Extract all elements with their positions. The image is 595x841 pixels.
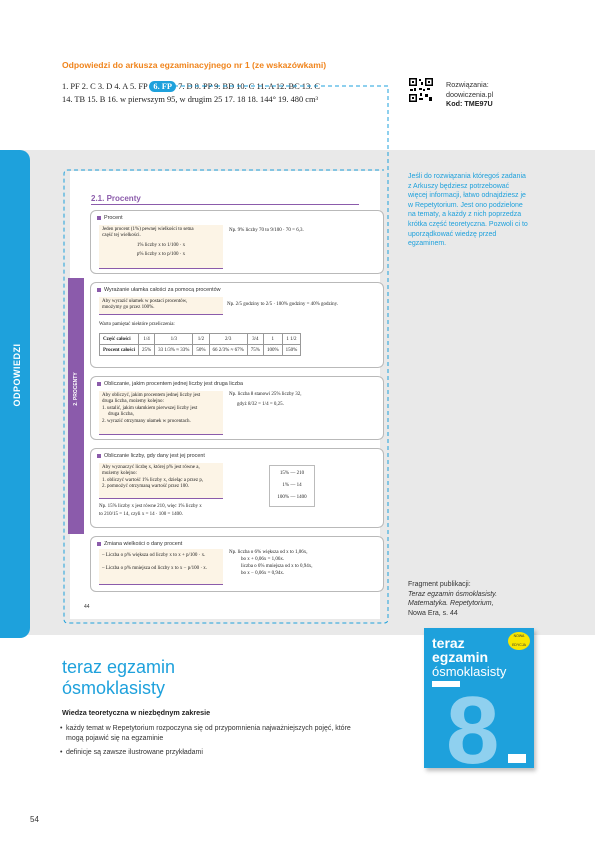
def-line: 1. ustalić, jakim ułamkiem pierwszej liczby jest (102, 405, 198, 411)
table-cell: 1/3 (155, 334, 193, 345)
example-text: Np. liczba 8 stanowi 25% liczby 32, (229, 392, 302, 397)
table-cell: 1/4 (138, 334, 154, 345)
qr-link[interactable]: doowiczenia.pl (446, 89, 494, 99)
definition-box (99, 297, 223, 315)
table-cell: 33 1/3% ≈ 33% (155, 345, 193, 356)
scheme-line: 100% — 1400 (277, 495, 307, 500)
remember-text: Warto pamiętać niektóre przeliczenia: (99, 322, 175, 327)
proportion-scheme (269, 465, 315, 507)
def-line: druga liczba, (108, 412, 134, 418)
table-cell: 50% (193, 345, 209, 356)
publisher-logo (508, 754, 526, 763)
example-text: liczba o 6% mniejsza od x to 0,94x, (241, 564, 313, 569)
card-dany-procent (90, 448, 384, 528)
definition-box (99, 549, 223, 585)
example-text: Np. 9% liczby 70 to 9/100 · 70 = 6,3. (229, 228, 304, 233)
scheme-line: 1% — 14 (282, 483, 302, 488)
example-text: bo x − 0,06x = 0,94x. (241, 571, 285, 576)
answers-line-2: 14. TB 15. B 16. w pierwszym 95, w drugim 25 17. 18 18. 144° 19. 480 cm³ (62, 95, 319, 104)
card-title: Zmiana wielkości o dany procent (97, 541, 182, 547)
promo-bullet: • definicje są zawsze ilustrowane przykładami (66, 748, 356, 758)
def-line: 1. obliczyć wartość 1% liczby x, dzieląc a przez p, (102, 477, 204, 483)
def-line: – Liczba o p% większa od liczby x to x + p/100 · x. (102, 553, 206, 558)
promo-title-2: ósmoklasisty (62, 678, 166, 698)
example-text: to 210/15 = 14, czyli x = 14 · 100 = 1400. (99, 512, 183, 517)
caption-line: Matematyka. Repetytorium, (408, 600, 494, 607)
def-line: Jeden procent (1%) pewnej wielkości to setna (102, 227, 194, 232)
book-subtitle: ósmoklasisty (432, 664, 507, 679)
table-cell: 25% (138, 345, 154, 356)
def-line: druga liczba, możemy kolejno: (102, 399, 164, 405)
definition-box (99, 463, 223, 499)
card-zmiana (90, 536, 384, 592)
example-text: Np. 2/5 godziny to 2/5 · 100% godziny = 40% godziny. (227, 302, 339, 307)
chapter-label: 2. PROCENTY (73, 372, 79, 406)
card-title: Procent (97, 215, 123, 221)
card-title: Obliczanie, jakim procentem jednej liczby jest druga liczba (97, 381, 243, 387)
def-formula: 1% liczby x to 1/100 · x (136, 242, 186, 248)
card-title: Wyrażanie ułamka całości za pomocą procentów (97, 287, 221, 293)
def-formula: p% liczby x to p/100 · x (136, 252, 186, 258)
caption-line: Teraz egzamin ósmoklasisty. (408, 590, 498, 598)
page-title: Odpowiedzi do arkusza egzaminacyjnego nr 1 (ze wskazówkami) (62, 60, 327, 70)
example-text: gdyż 8/32 = 1/4 = 0,25. (237, 402, 284, 407)
table-cell: 1 1/2 (282, 334, 301, 345)
card-procent (90, 210, 384, 274)
definition-box (99, 391, 223, 435)
table-cell: Część całości (100, 334, 139, 345)
table-cell: 2/3 (209, 334, 247, 345)
qr-info (446, 80, 493, 109)
book-cover[interactable] (424, 628, 534, 768)
example-text: bo x + 0,06x = 1,06x. (241, 557, 285, 562)
qr-label: Rozwiązania: (446, 80, 489, 89)
def-line: 2. wyrazić otrzymany ułamek w procentach. (102, 418, 191, 424)
table-cell: 150% (282, 345, 301, 356)
def-line: 2. pomnożyć otrzymaną wartość przez 100. (102, 484, 190, 490)
scheme-line: 15% — 210 (279, 471, 305, 476)
definition-box (99, 225, 223, 269)
edition-badge: NOWA EDYCJA (508, 632, 530, 650)
caption-line: Nowa Era, s. 44 (408, 609, 458, 617)
qr-code-label: Kod: TME97U (446, 99, 493, 108)
book-title-line: teraz (432, 635, 465, 651)
def-line: możemy kolejno: (102, 471, 137, 477)
table-row (100, 345, 301, 356)
answers-part-b: 7. D 8. PP 9. BD 10. C 11. A 12. BC 13. C (178, 82, 320, 91)
answers-part-a: 1. PF 2. C 3. D 4. A 5. FP (62, 82, 148, 91)
table-cell: 75% (247, 345, 263, 356)
promo-subtitle: Wiedza teoretyczna w niezbędnym zakresie (62, 708, 211, 717)
table-cell: 100% (263, 345, 282, 356)
table-cell: 1 (263, 334, 282, 345)
card-obliczanie (90, 376, 384, 440)
example-text: Np. 15% liczby x jest równe 210, więc 1% liczby x (99, 504, 202, 509)
table-row (100, 334, 301, 345)
info-note: Jeśli do rozwiązania któregoś zadania z Arkuszy będziesz potrzebować więcej informacji, łatwo odnajdziesz je w Repetytorium. Jest ono podzielone na tematy, a każdy z nich poprzedza krótka część teoretyczna. Pozwoli ci to uporządkować wiedzę przed egzaminem. (408, 173, 528, 248)
table-cell: Procent całości (100, 345, 139, 356)
book-big-number: 8 (446, 677, 500, 768)
preview-page-number: 44 (84, 604, 90, 610)
page-number: 54 (30, 815, 39, 824)
def-line: mnożymy go przez 100%. (102, 305, 155, 311)
answers-line-1 (62, 81, 320, 92)
caption-line: Fragment publikacji: (408, 581, 471, 588)
def-line: Aby wyrazić ułamek w postaci procentów, (102, 299, 188, 304)
def-line: – Liczba o p% mniejsza od liczby x to x − p/100 · x. (102, 566, 208, 571)
highlighted-answer: 6. FP (149, 81, 176, 92)
qr-code-icon[interactable] (408, 77, 434, 103)
section-title: 2.1. Procenty (91, 194, 141, 203)
table-cell: 3/4 (247, 334, 263, 345)
def-line: Aby wyznaczyć liczbę x, której p% jest równe a, (102, 465, 200, 470)
example-text: Np. liczba o 6% większa od x to 1,06x, (229, 550, 308, 555)
card-title: Obliczanie liczby, gdy dany jest jej procent (97, 453, 205, 459)
table-cell: 66 2/3% ≈ 67% (209, 345, 247, 356)
book-title (432, 636, 488, 664)
section-divider (91, 204, 359, 205)
promo-bullet: • każdy temat w Repetytorium rozpoczyna się od przypomnienia najważniejszych pojęć, które mogą pojawić się na egzaminie (66, 724, 356, 744)
conversion-table (99, 333, 301, 356)
promo-title: teraz egzamin (62, 657, 176, 677)
table-cell: 1/2 (193, 334, 209, 345)
def-line: Aby obliczyć, jakim procentem jednej liczby jest (102, 393, 201, 398)
book-title-line: egzamin (432, 649, 489, 665)
fragment-caption (408, 580, 538, 618)
card-wyrazanie (90, 282, 384, 368)
def-line: część tej wielkości. (102, 233, 141, 239)
side-tab-label: ODPOWIEDZI (12, 343, 22, 407)
